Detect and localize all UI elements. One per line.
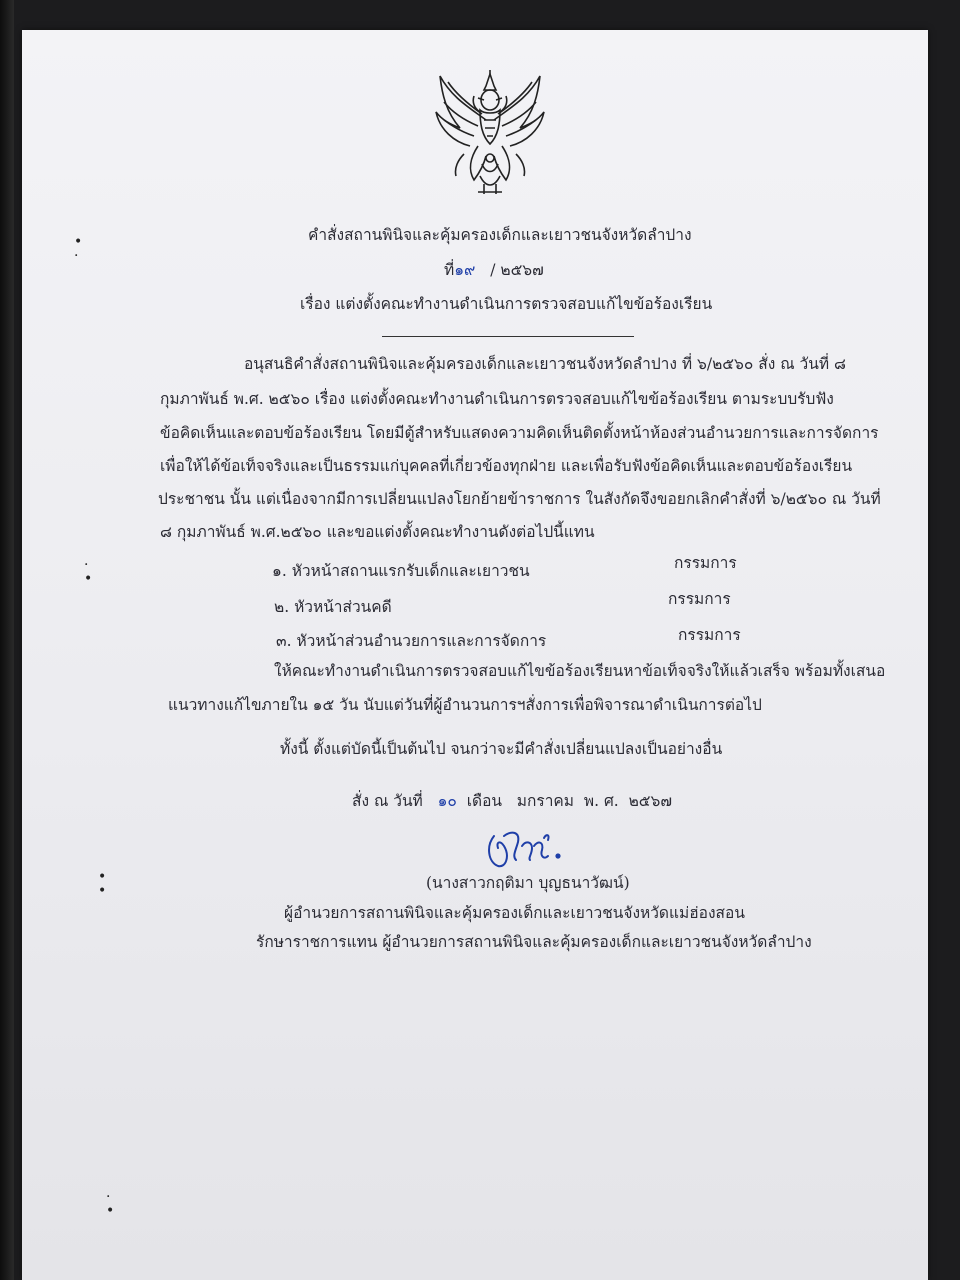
heading-divider — [382, 336, 634, 337]
instruction-line: ให้คณะทำงานดำเนินการตรวจสอบแก้ไขข้อร้องเรียนหาข้อเท็จจริงให้แล้วเสร็จ พร้อมทั้งเสนอ — [274, 662, 886, 680]
order-heading: คำสั่งสถานพินิจและคุ้มครองเด็กและเยาวชนจังหวัดลำปาง — [308, 226, 692, 244]
punch-mark: • · — [74, 234, 83, 264]
year-label: พ. ศ. — [583, 792, 619, 810]
member-role: กรรมการ — [668, 590, 731, 608]
body-line: อนุสนธิคำสั่งสถานพินิจและคุ้มครองเด็กและเยาวชนจังหวัดลำปาง ที่ ๖/๒๕๖๐ สั่ง ณ วันที่ ๘ — [244, 355, 846, 373]
signatory-name: (นางสาวกฤติมา บุญธนาวัฒน์) — [426, 874, 630, 892]
month-label: เดือน — [466, 792, 503, 810]
month-value: มกราคม — [516, 792, 575, 810]
body-line: ๘ กุมภาพันธ์ พ.ศ.๒๕๖๐ และขอแต่งตั้งคณะทำงานดังต่อไปนี้แทน — [160, 523, 595, 541]
member-role: กรรมการ — [674, 554, 737, 572]
order-number-year: / ๒๕๖๗ — [490, 261, 544, 279]
dark-left-edge — [0, 0, 14, 1280]
body-line: เพื่อให้ได้ข้อเท็จจริงและเป็นธรรมแก่บุคคลที่เกี่ยวข้องทุกฝ่าย และเพื่อรับฟังข้อคิดเห็นและตอบข้อร้องเรียน — [160, 457, 853, 475]
signatory-position: ผู้อำนวยการสถานพินิจและคุ้มครองเด็กและเยาวชนจังหวัดแม่ฮ่องสอน — [284, 904, 745, 922]
handwritten-signature — [482, 816, 592, 872]
order-date-line — [352, 788, 672, 813]
order-subject: เรื่อง แต่งตั้งคณะทำงานดำเนินการตรวจสอบแก้ไขข้อร้องเรียน — [300, 295, 713, 313]
member-role: กรรมการ — [678, 626, 741, 644]
member-name: ๒. หัวหน้าส่วนคดี — [274, 598, 392, 616]
signatory-acting: รักษาราชการแทน ผู้อำนวยการสถานพินิจและคุ้มครองเด็กและเยาวชนจังหวัดลำปาง — [256, 933, 812, 951]
member-name: ๓. หัวหน้าส่วนอำนวยการและการจัดการ — [276, 632, 547, 650]
handwritten-order-number: ๑๙ — [454, 261, 476, 279]
body-line: ข้อคิดเห็นและตอบข้อร้องเรียน โดยมีตู้สำหรับแสดงความคิดเห็นติดตั้งหน้าห้องส่วนอำนวยการและการจัดการ — [160, 424, 879, 442]
garuda-emblem-icon — [430, 68, 550, 196]
document-page — [22, 30, 928, 1280]
member-name: ๑. หัวหน้าสถานแรกรับเด็กและเยาวชน — [272, 562, 530, 580]
punch-mark: · • — [84, 557, 93, 587]
order-number-prefix: ที่ — [444, 261, 455, 279]
body-line: กุมภาพันธ์ พ.ศ. ๒๕๖๐ เรื่อง แต่งตั้งคณะทำงานดำเนินการตรวจสอบแก้ไขข้อร้องเรียน ตามระบบรับฟัง — [160, 390, 834, 408]
year-value: ๒๕๖๗ — [628, 792, 673, 810]
effective-clause: ทั้งนี้ ตั้งแต่บัดนี้เป็นต้นไป จนกว่าจะมีคำสั่งเปลี่ยนแปลงเป็นอย่างอื่น — [280, 740, 723, 758]
order-number-line — [444, 257, 544, 282]
date-prefix: สั่ง ณ วันที่ — [352, 792, 423, 810]
punch-mark: · • — [106, 1189, 115, 1219]
handwritten-day: ๑๐ — [437, 792, 457, 810]
punch-mark: • • — [98, 869, 107, 899]
body-line: ประชาชน นั้น แต่เนื่องจากมีการเปลี่ยนแปลงโยกย้ายข้าราชการ ในสังกัดจึงขอยกเลิกคำสั่งที่ ๖/๒๕๖๐ ณ วันที่ — [158, 490, 881, 508]
instruction-line: แนวทางแก้ไขภายใน ๑๕ วัน นับแต่วันที่ผู้อำนวนการฯสั่งการเพื่อพิจารณาดำเนินการต่อไป — [168, 696, 762, 714]
